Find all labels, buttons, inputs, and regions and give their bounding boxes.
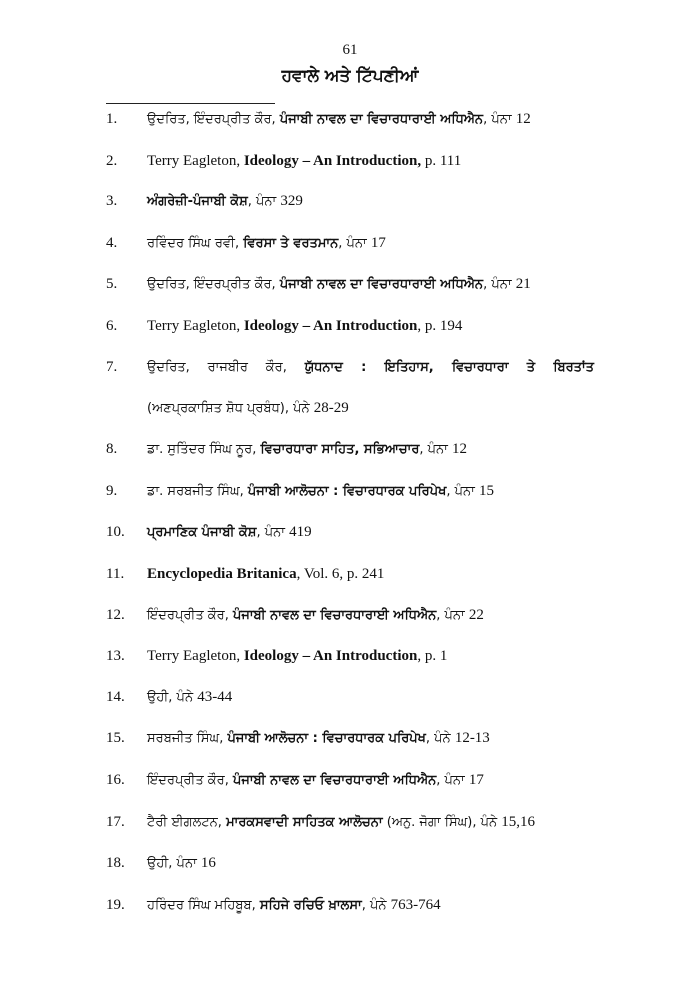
work-title: ਪ੍ਰਮਾਣਿਕ ਪੰਜਾਬੀ ਕੋਸ਼: [147, 525, 257, 541]
work-title: ਸਹਿਜੇ ਰਚਿਓ ਖ਼ਾਲਸਾ: [259, 897, 362, 913]
page-ref: 17: [370, 234, 386, 251]
author: ਹਰਿੰਦਰ ਸਿੰਘ ਮਹਿਬੂਬ,: [147, 897, 260, 913]
reference-text: [147, 357, 594, 419]
reference-text: [147, 439, 594, 460]
reference-text: [147, 646, 594, 666]
reference-number: 4.: [106, 234, 118, 251]
page-ref: 329: [280, 193, 303, 210]
author: Terry Eagleton,: [147, 152, 244, 169]
reference-text: [147, 728, 594, 749]
page-ref: , p. 194: [417, 317, 463, 334]
reference-item: [106, 357, 594, 419]
reference-text: [147, 109, 594, 130]
reference-number: 17.: [106, 813, 125, 830]
work-title: Ideology – An Introduction: [243, 648, 418, 665]
reference-number: 15.: [106, 730, 125, 747]
reference-text: [147, 151, 594, 171]
page-label: , ਪੰਨਾ: [436, 607, 469, 623]
author: ਡਾ. ਸੁਤਿੰਦਰ ਸਿੰਘ ਨੂਰ,: [147, 442, 261, 458]
reference-text: [147, 605, 594, 626]
page-ref: 17: [468, 771, 484, 788]
page-ref: 15,16: [501, 813, 536, 830]
reference-item: [106, 770, 594, 791]
author: ਇੰਦਰਪ੍ਰੀਤ ਕੌਰ,: [147, 607, 233, 623]
reference-number: 5.: [106, 276, 118, 293]
author: ਉਦਰਿਤ, ਇੰਦਰਪ੍ਰੀਤ ਕੌਰ,: [147, 112, 280, 127]
reference-number: 19.: [106, 896, 125, 913]
reference-number: 1.: [106, 111, 118, 127]
reference-item: [106, 605, 594, 626]
reference-text: [147, 812, 594, 833]
reference-number: 14.: [106, 688, 125, 705]
page-label: , ਪੰਨੇ: [361, 897, 391, 913]
reference-text: [147, 233, 594, 254]
reference-number: 18.: [106, 855, 125, 872]
reference-number: 13.: [106, 648, 125, 665]
references-list: [106, 109, 594, 936]
reference-number: 12.: [106, 606, 125, 623]
reference-item: [106, 481, 594, 502]
page-ref: 15: [478, 482, 494, 499]
work-title: ਪੰਜਾਬੀ ਨਾਵਲ ਦਾ ਵਿਚਾਰਧਾਰਾਈ ਅਧਿਐਨ: [232, 772, 437, 788]
page-ref: 21: [515, 276, 531, 293]
ibid: ਉਹੀ, ਪੰਨੇ: [147, 689, 198, 705]
reference-text: [147, 895, 594, 916]
page-ref: 763-764: [390, 896, 441, 913]
page-label: , ਪੰਨਾ: [419, 442, 453, 458]
section-heading: ਹਵਾਲੇ ਅਤੇ ਟਿੱਪਣੀਆਂ: [281, 66, 419, 86]
page-ref: 43-44: [197, 688, 233, 705]
reference-text: [147, 687, 594, 708]
reference-number: 7.: [106, 358, 118, 375]
author: Terry Eagleton,: [147, 317, 244, 334]
page-label: , ਪੰਨਾ: [247, 194, 281, 210]
reference-number: 10.: [106, 524, 125, 541]
reference-item: [106, 191, 594, 212]
reference-number: 6.: [106, 317, 118, 334]
page-ref: p. 111: [421, 152, 462, 169]
work-title: Ideology – An Introduction,: [243, 152, 422, 169]
work-title: ਅੰਗਰੇਜ਼ੀ-ਪੰਜਾਬੀ ਕੋਸ਼: [147, 194, 248, 210]
reference-item: [106, 109, 594, 130]
work-title: ਵਿਚਾਰਧਾਰਾ ਸਾਹਿਤ, ਸਭਿਆਚਾਰ: [260, 442, 420, 458]
page-ref: 12: [515, 111, 531, 127]
page-label: , ਪੰਨਾ: [256, 525, 290, 541]
author: ਸਰਬਜੀਤ ਸਿੰਘ,: [147, 731, 228, 747]
reference-text: [147, 564, 594, 584]
page-ref: 28-29: [313, 399, 349, 416]
page-ref: 419: [289, 524, 312, 541]
page-label: , ਪੰਨਾ: [338, 235, 371, 251]
reference-number: 3.: [106, 193, 118, 210]
translator-and-page-label: (ਅਨੁ. ਜੋਗਾ ਸਿੰਘ), ਪੰਨੇ: [382, 814, 502, 830]
reference-item: [106, 316, 594, 336]
reference-item: [106, 812, 594, 833]
reference-number: 16.: [106, 771, 125, 788]
page-label: , ਪੰਨੇ: [425, 731, 455, 747]
page-ref: 22: [468, 606, 484, 623]
reference-item: [106, 687, 594, 708]
reference-text: [147, 274, 594, 295]
reference-number: 8.: [106, 441, 118, 458]
page-label: (ਅਣਪ੍ਰਕਾਸ਼ਿਤ ਸ਼ੋਧ ਪ੍ਰਬੰਧ), ਪੰਨੇ: [147, 400, 314, 416]
reference-line-1: [147, 357, 594, 378]
reference-item: [106, 151, 594, 171]
author: Terry Eagleton,: [147, 648, 244, 665]
reference-text: [147, 481, 594, 502]
reference-number: 11.: [106, 565, 125, 582]
page-ref: 12: [452, 441, 468, 458]
author: ਉਦਰਿਤ, ਰਾਜਬੀਰ ਕੌਰ,: [147, 359, 305, 375]
author: ਡਾ. ਸਰਬਜੀਤ ਸਿੰਘ,: [147, 483, 248, 499]
reference-text: [147, 770, 594, 791]
work-title: Encyclopedia Britanica: [147, 565, 297, 582]
footnote-separator: [106, 103, 275, 104]
reference-text: [147, 191, 594, 212]
page-label: , ਪੰਨਾ: [436, 772, 469, 788]
reference-item: [106, 646, 594, 666]
work-title: ਪੰਜਾਬੀ ਨਾਵਲ ਦਾ ਵਿਚਾਰਧਾਰਾਈ ਅਧਿਐਨ: [279, 112, 484, 127]
work-title: ਯੁੱਧਨਾਦ : ਇਤਿਹਾਸ, ਵਿਚਾਰਧਾਰਾ ਤੇ ਬਿਰਤਾਂਤ: [304, 359, 595, 375]
reference-number: 9.: [106, 482, 118, 499]
work-title: ਵਿਰਸਾ ਤੇ ਵਰਤਮਾਨ: [243, 235, 339, 251]
work-title: ਮਾਰਕਸਵਾਦੀ ਸਾਹਿਤਕ ਆਲੋਚਨਾ: [226, 814, 383, 830]
author: ਟੈਰੀ ਈਗਲਟਨ,: [147, 814, 227, 830]
work-title: ਪੰਜਾਬੀ ਨਾਵਲ ਦਾ ਵਿਚਾਰਧਾਰਾਈ ਅਧਿਐਨ: [232, 607, 437, 623]
work-title: ਪੰਜਾਬੀ ਆਲੋਚਨਾ : ਵਿਚਾਰਧਾਰਕ ਪਰਿਪੇਖ: [227, 731, 426, 747]
reference-item: [106, 895, 594, 916]
reference-line-2: [147, 398, 594, 419]
reference-text: [147, 522, 594, 543]
reference-item: [106, 728, 594, 749]
reference-item: [106, 233, 594, 254]
work-title: ਪੰਜਾਬੀ ਆਲੋਚਨਾ : ਵਿਚਾਰਧਾਰਕ ਪਰਿਪੇਖ: [247, 483, 447, 499]
page-ref: 12-13: [454, 730, 490, 747]
page-label: , ਪੰਨਾ: [483, 277, 516, 293]
reference-number: 2.: [106, 152, 118, 169]
page-ref: , p. 1: [417, 648, 448, 665]
work-title: Ideology – An Introduction: [243, 317, 418, 334]
author: ਉਦਰਿਤ, ਇੰਦਰਪ੍ਰੀਤ ਕੌਰ,: [147, 277, 280, 293]
page-ref: 16: [200, 855, 216, 872]
reference-item: [106, 853, 594, 874]
work-title: ਪੰਜਾਬੀ ਨਾਵਲ ਦਾ ਵਿਚਾਰਧਾਰਾਈ ਅਧਿਐਨ: [279, 277, 484, 293]
page-number: 61: [342, 42, 358, 58]
reference-item: [106, 439, 594, 460]
page-label: , ਪੰਨਾ: [446, 483, 479, 499]
author: ਰਵਿੰਦਰ ਸਿੰਘ ਰਵੀ,: [147, 235, 244, 251]
reference-item: [106, 274, 594, 295]
ibid: ਉਹੀ, ਪੰਨਾ: [147, 856, 201, 872]
reference-item: [106, 564, 594, 584]
page-label: , ਪੰਨਾ: [483, 112, 516, 127]
author: ਇੰਦਰਪ੍ਰੀਤ ਕੌਰ,: [147, 772, 233, 788]
reference-item: [106, 522, 594, 543]
reference-text: [147, 316, 594, 336]
reference-text: [147, 853, 594, 874]
page-ref: , Vol. 6, p. 241: [296, 565, 385, 582]
